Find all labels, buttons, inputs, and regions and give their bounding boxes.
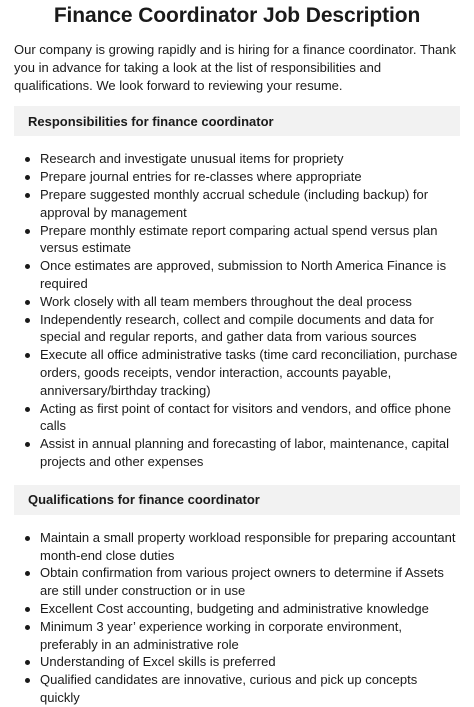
list-item-text: Understanding of Excel skills is preferred <box>40 654 276 670</box>
list-item-text: Prepare journal entries for re-classes where appropriate <box>40 169 362 185</box>
bullet-icon <box>25 193 30 198</box>
list-item-text: Obtain confirmation from various project owners to determine if Assets are still under construction or in use <box>40 565 444 599</box>
list-item-text: Prepare monthly estimate report comparing actual spend versus plan versus estimate <box>40 222 438 256</box>
list-item <box>40 293 460 311</box>
intro-paragraph: Our company is growing rapidly and is hiring for a finance coordinator. Thank you in advance for taking a look at the list of responsibilities and qualifications. We look forward to reviewing your resume. <box>14 42 456 93</box>
list-item <box>40 311 460 347</box>
list-item-text: Prepare suggested monthly accrual schedule (including backup) for approval by management <box>40 186 429 220</box>
list-item <box>40 600 460 618</box>
list-item <box>40 186 460 222</box>
bullet-icon <box>25 407 30 412</box>
list-item <box>40 653 460 671</box>
list-item <box>40 168 460 186</box>
list-item <box>40 257 460 293</box>
bullet-icon <box>25 175 30 180</box>
bullet-icon <box>25 353 30 358</box>
list-item <box>40 618 460 654</box>
list-item <box>40 529 460 565</box>
list-item-text: Minimum 3 year’ experience working in corporate environment, preferably in an administrative role <box>40 618 402 652</box>
responsibilities-list <box>0 150 474 470</box>
list-item <box>40 671 460 707</box>
list-item <box>40 564 460 600</box>
list-item <box>40 435 460 471</box>
bullet-icon <box>25 625 30 630</box>
bullet-icon <box>25 442 30 447</box>
responsibilities-heading <box>14 106 460 136</box>
list-item <box>40 150 460 168</box>
bullet-icon <box>25 264 30 269</box>
qualifications-heading <box>14 485 460 515</box>
list-item-text: Excellent Cost accounting, budgeting and administrative knowledge <box>40 600 429 616</box>
list-item <box>40 222 460 258</box>
list-item-text: Work closely with all team members throughout the deal process <box>40 293 412 309</box>
bullet-icon <box>25 571 30 576</box>
list-item-text: Independently research, collect and compile documents and data for special and regular reports, and gather data from various sources <box>40 311 434 345</box>
list-item-text: Once estimates are approved, submission to North America Finance is required <box>40 258 447 291</box>
qualifications-list <box>0 529 474 707</box>
list-item-text: Research and investigate unusual items for propriety <box>40 151 344 167</box>
bullet-icon <box>25 536 30 541</box>
list-item-text: Execute all office administrative tasks (time card reconciliation, purchase orders, goods receipts, vendor interaction, accounts payable, anniversary/birthday tracking) <box>40 347 458 398</box>
list-item <box>40 400 460 436</box>
list-item <box>40 346 460 399</box>
bullet-icon <box>25 318 30 323</box>
bullet-icon <box>25 229 30 234</box>
bullet-icon <box>25 660 30 665</box>
list-item-text: Qualified candidates are innovative, curious and pick up concepts quickly <box>40 672 418 705</box>
bullet-icon <box>25 157 30 162</box>
bullet-icon <box>25 300 30 305</box>
qualifications-heading-label: Qualifications for finance coordinator <box>28 492 260 508</box>
list-item-text: Maintain a small property workload responsible for preparing accountant month-end close duties <box>40 529 456 563</box>
list-item-text: Acting as first point of contact for visitors and vendors, and office phone calls <box>40 400 451 434</box>
responsibilities-heading-label: Responsibilities for finance coordinator <box>28 113 274 129</box>
bullet-icon <box>25 607 30 612</box>
bullet-icon <box>25 678 30 683</box>
list-item-text: Assist in annual planning and forecasting of labor, maintenance, capital projects and other expenses <box>40 436 450 469</box>
page-title: Finance Coordinator Job Description <box>53 4 421 27</box>
